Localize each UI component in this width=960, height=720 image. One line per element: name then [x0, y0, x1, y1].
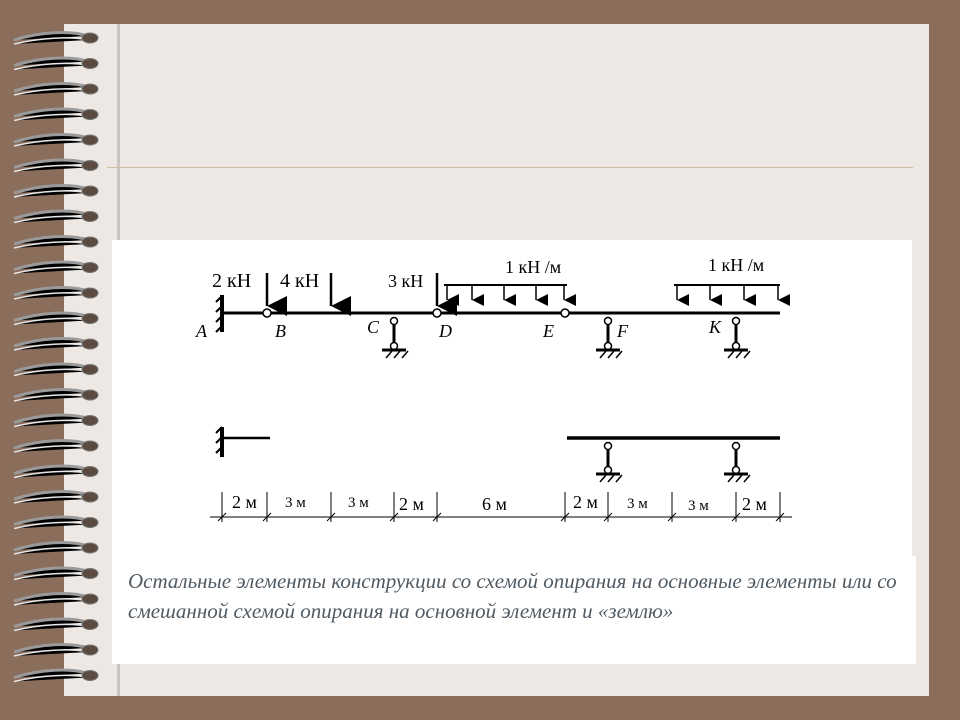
support-c [382, 318, 408, 359]
point-e: E [543, 321, 554, 341]
title-rule [107, 167, 913, 168]
label-2kn: 2 кН [212, 270, 252, 292]
dim-4-c: 3 м [348, 495, 369, 511]
distributed-load-k [674, 285, 780, 300]
notebook-spiral [0, 24, 120, 696]
support-k [724, 318, 750, 359]
lower-support-f [596, 443, 622, 483]
dim-f-q: 3 м [627, 496, 648, 512]
caption-box [112, 556, 916, 664]
label-q2: 1 кН /м [708, 255, 765, 275]
dim-b-4: 3 м [285, 495, 306, 511]
point-k: K [709, 317, 722, 337]
hinge-d [433, 309, 441, 317]
point-b: B [275, 321, 286, 341]
fixed-support-a [216, 295, 222, 332]
dim-de: 6 м [482, 494, 507, 514]
dim-ef: 2 м [573, 492, 598, 512]
distributed-load-de [444, 285, 567, 300]
lower-support-k [724, 443, 750, 483]
label-q1: 1 кН /м [505, 257, 562, 277]
hinge-b [263, 309, 271, 317]
point-c: C [367, 317, 380, 337]
point-a: A [196, 321, 207, 341]
caption-text: Остальные элементы конструкции со схемой опирания на основные элементы или со смешанной схемой опирания на основной элемент и «землю» [128, 569, 897, 623]
point-d: D [439, 321, 452, 341]
lower-fixed-support [216, 427, 270, 457]
label-4kn: 4 кН [280, 270, 320, 292]
point-f: F [617, 321, 628, 341]
label-3kn: 3 кН [388, 271, 424, 291]
dim-cd: 2 м [399, 494, 424, 514]
dim-ab: 2 м [232, 492, 257, 512]
beam-diagram-svg [112, 240, 912, 556]
hinge-e [561, 309, 569, 317]
dim-k-end: 2 м [742, 494, 767, 514]
dim-q-k: 3 м [688, 498, 709, 514]
beam-diagram [112, 240, 912, 556]
